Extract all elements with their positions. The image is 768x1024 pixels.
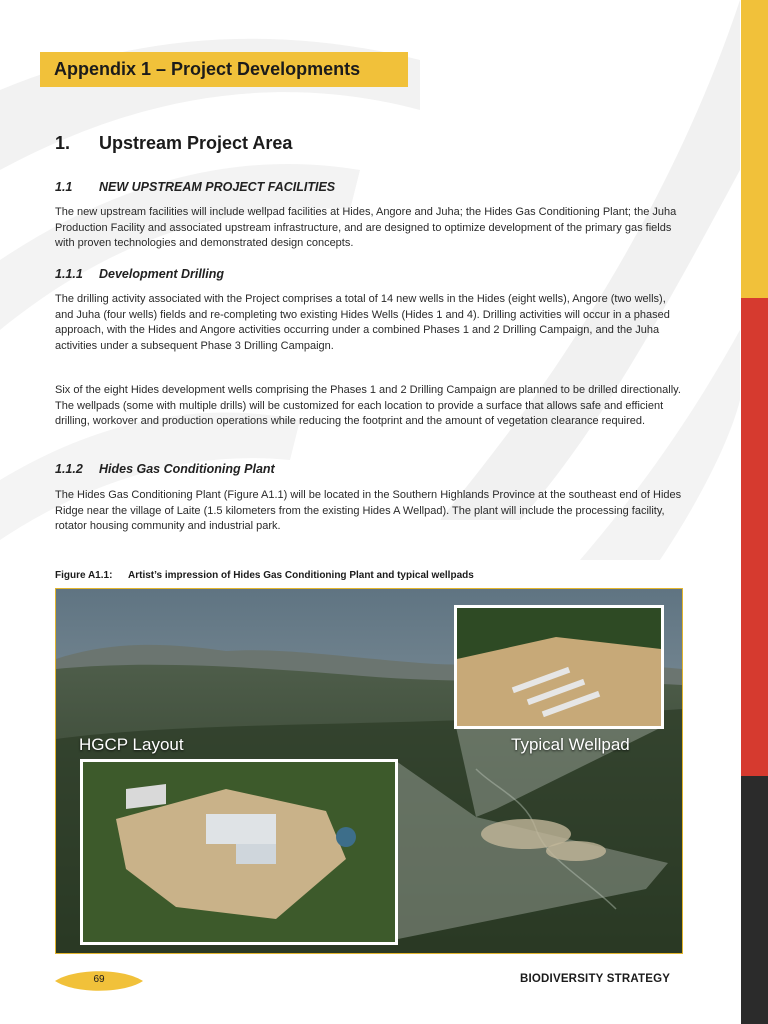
figure-number: Figure A1.1: [55, 570, 113, 581]
appendix-title: Appendix 1 – Project Developments [54, 59, 361, 79]
side-color-bar [741, 0, 768, 1024]
side-bar-dark [741, 776, 768, 1024]
hgcp-inset [80, 759, 398, 945]
subsection-1-1-2-body: The Hides Gas Conditioning Plant (Figure A1.1) will be located in the Southern Highlands Province at the southeast end of Hides Ridge near the village of Laite (1.5 kilometers from the existing Hides A Wellpad). The plant will include the processing facility, rotator housing community and industrial park. [55, 489, 682, 533]
section-title: Upstream Project Area [99, 133, 293, 153]
side-bar-yellow [741, 0, 768, 298]
subsection-1-1-1-heading [55, 267, 224, 281]
hgcp-layout-label: HGCP Layout [79, 735, 184, 754]
subsection-1-1-heading [55, 180, 335, 194]
page-number: 69 [93, 974, 105, 985]
subsection-number: 1.1.1 [55, 267, 83, 281]
typical-wellpad-label: Typical Wellpad [511, 735, 630, 754]
figure-artist-impression [55, 588, 683, 954]
side-bar-red [741, 298, 768, 776]
subsection-number: 1.1 [55, 180, 73, 194]
subsection-1-1-body: The new upstream facilities will include wellpad facilities at Hides, Angore and Juha; the Hides Gas Conditioning Plant; the Juha Production Facility and associated upstream infrastructure, and are designed to optimize development of the primary gas fields with proven technologies and demonstrated design concepts. [55, 206, 677, 250]
footer-document-title: BIODIVERSITY STRATEGY [520, 973, 671, 985]
figure-caption [55, 570, 474, 581]
section-number: 1. [55, 133, 71, 153]
wellpad-inset [454, 605, 664, 729]
section-heading [55, 133, 292, 154]
subsection-1-1-2-heading [55, 462, 275, 476]
subsection-title: Hides Gas Conditioning Plant [99, 462, 275, 476]
landscape-illustration [56, 589, 682, 953]
subsection-1-1-1-body-1: The drilling activity associated with the Project comprises a total of 14 new wells in the Hides (eight wells), Angore (two wells), and Juha (four wells) fields and re-completing two existing Hides Wells (Hides 1 and 4). Drilling activities will occur in a phased approach, with the Hides and Angore activities occurring under a combined Phases 1 and 2 Drilling Campaign, and the Juha activities under a subsequent Phase 3 Drilling Campaign. [55, 293, 670, 352]
page-number-badge [55, 968, 143, 994]
figure-caption-text: Artist’s impression of Hides Gas Conditioning Plant and typical wellpads [128, 570, 474, 581]
subsection-1-1-1-body-2: Six of the eight Hides development wells comprising the Phases 1 and 2 Drilling Campaign are planned to be drilled directionally. The wellpads (some with multiple drills) will be customized for each location to provide a surface that allows safe and efficient drilling, workover and production operations while reducing the footprint and the amount of vegetation clearance required. [55, 384, 681, 428]
subsection-title: NEW UPSTREAM PROJECT FACILITIES [99, 180, 336, 194]
subsection-title: Development Drilling [99, 267, 225, 281]
subsection-number: 1.1.2 [55, 462, 83, 476]
appendix-banner [40, 52, 408, 87]
